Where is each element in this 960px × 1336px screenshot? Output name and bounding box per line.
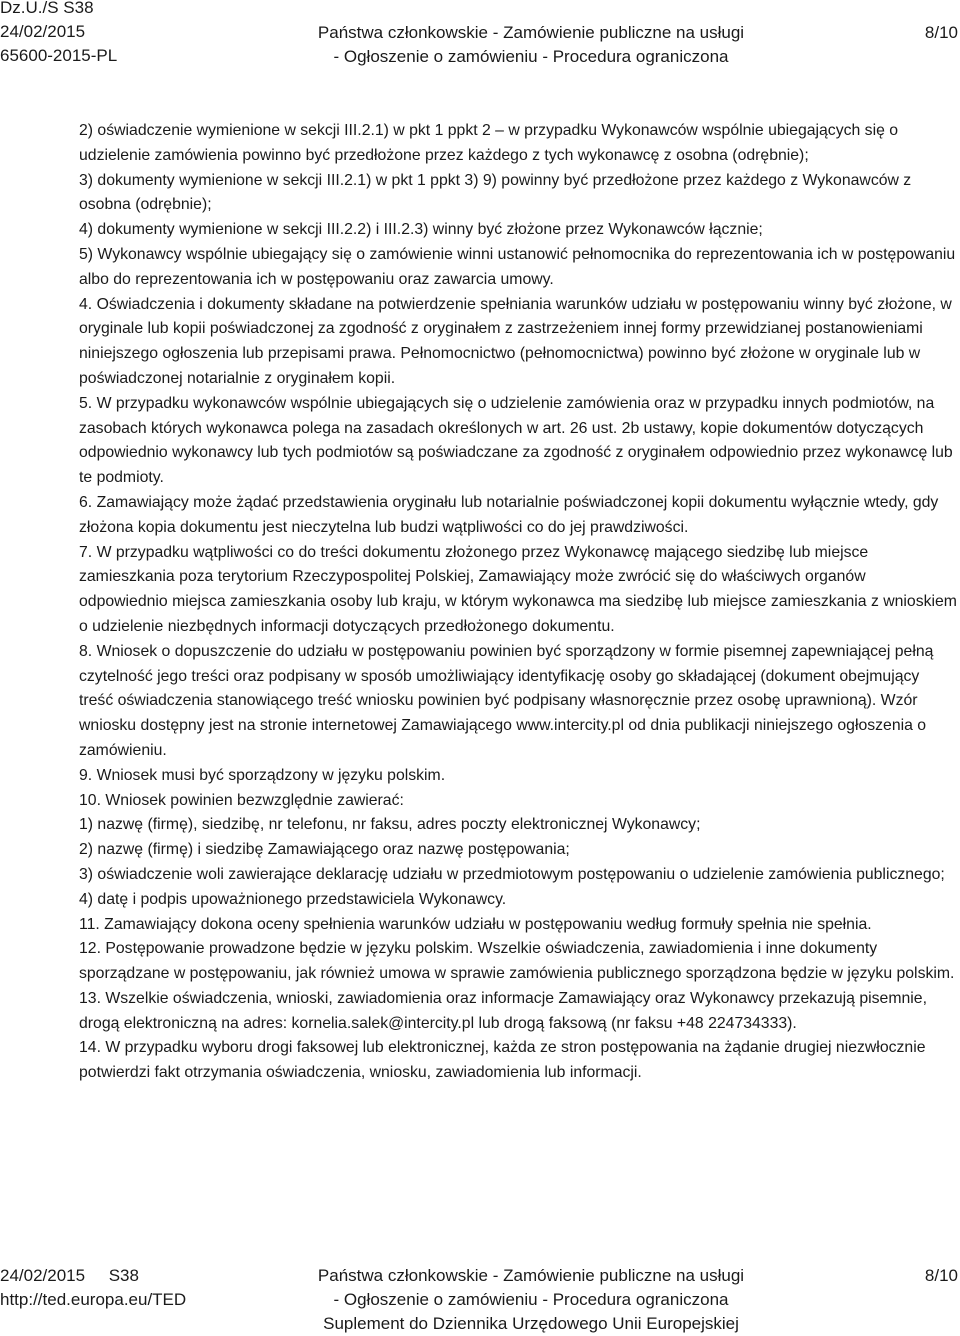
paragraph: 6. Zamawiający może żądać przedstawienia oryginału lub notarialnie poświadczonej kopii dokumentu wyłącznie wtedy, gdy złożona kopia dokumentu jest nieczytelna lub budzi wątpliwości co do jej prawdziwości. [79,493,939,536]
journal-ref: Dz.U./S S38 [0,0,94,17]
paragraph: 4) dokumenty wymienione w sekcji III.2.2) i III.2.3) winny być złożone przez Wykonawców łącznie; [79,221,763,239]
paragraph-8-tail: od dnia publikacji niniejszego ogłoszenia o zamówieniu. [79,717,927,759]
header-title: Państwa członkowskie - Zamówienie publiczne na usługi [317,23,745,42]
intercity-website-link[interactable]: www.intercity.pl [516,717,624,735]
paragraph: 7. W przypadku wątpliwości co do treści dokumentu złożonego przez Wykonawcę mającego siedzibę lub miejsce zamieszkania poza terytorium Rzeczypospolitej Polskiej, Zamawiający może zwrócić się do właściwych organów odpowiednio miejsca zamieszkania osoby lub kraju, w którym wykonawca ma siedzibę lub miejsce zamieszkania z wnioskiem o udzielenie niezbędnych informacji dotyczących przedłożonego dokumentu. [79,543,957,635]
footer-subtitle: - Ogłoszenie o zamówieniu - Procedura ograniczona [333,1290,729,1309]
paragraph: 4. Oświadczenia i dokumenty składane na potwierdzenie spełniania warunków udziału w postępowaniu winny być złożone, w oryginale lub kopii poświadczonej za zgodność z oryginałem z zastrzeżeniem innej formy przewidzianej postanowieniami niniejszego ogłoszenia lub przepisami prawa. Pełnomocnictwo (pełnomocnictwa) powinno być złożone w oryginale lub w poświadczonej notarialnie z oryginałem kopii. [79,295,952,387]
footer-url: http://ted.europa.eu/TED [0,1290,187,1309]
header-page-number: 8/10 [924,23,958,42]
header-center [0,21,960,69]
email-link[interactable]: kornelia.salek@intercity.pl [291,1014,475,1032]
footer-page-number: 8/10 [924,1266,958,1285]
paragraph: 2) oświadczenie wymienione w sekcji III.2.1) w pkt 1 ppkt 2 – w przypadku Wykonawców wspólnie ubiegających się o udzielenie zamówienia powinno być przedłożone przez każdego z tych wykonawcę z osobna (odrębnie); [79,122,899,164]
paragraph: 5) Wykonawcy wspólnie ubiegający się o zamówienie winni ustanowić pełnomocnika do reprezentowania ich w postępowaniu albo do reprezentowania ich w postępowaniu oraz zawarcia umowy. [79,245,956,288]
paragraph: 11. Zamawiający dokona oceny spełnienia warunków udziału w postępowaniu według formuły spełnia nie spełnia. [79,915,872,933]
paragraph: 12. Postępowanie prowadzone będzie w języku polskim. Wszelkie oświadczenia, zawiadomienia i inne dokumenty sporządzane w postępowaniu, jak również umowa w sprawie zamówienia publicznego sporządzona będzie w języku polskim. [79,940,955,983]
list-item: 4) datę i podpis upoważnionego przedstawiciela Wykonawcy. [79,890,507,908]
paragraph: 3) dokumenty wymienione w sekcji III.2.1) w pkt 1 ppkt 3) 9) powinny być przedłożone przez każdego z Wykonawców z osobna (odrębnie); [79,171,912,214]
paragraph-8 [79,640,957,764]
list-item: 1) nazwę (firmę), siedzibę, nr telefonu, nr faksu, adres poczty elektronicznej Wykonawcy; [79,816,701,834]
paragraph: 14. W przypadku wyboru drogi faksowej lub elektronicznej, każda ze stron postępowania na żądanie drugiej niezwłocznie potwierdzi fakt otrzymania oświadczenia, wniosku, zawiadomienia lub informacji. [79,1039,926,1082]
notice-number: 65600-2015-PL [0,46,118,65]
paragraph-13 [79,987,957,1037]
footer-date-series: 24/02/2015 S38 [0,1266,139,1285]
paragraph: 9. Wniosek musi być sporządzony w języku polskim. [79,766,446,784]
document-body [79,119,957,1086]
list-item: 2) nazwę (firmę) i siedzibę Zamawiającego oraz nazwę postępowania; [79,841,570,859]
footer-title: Państwa członkowskie - Zamówienie publiczne na usługi [317,1266,745,1285]
paragraph: 10. Wniosek powinien bezwzględnie zawierać: [79,791,404,809]
paragraph-8-text: 8. Wniosek o dopuszczenie do udziału w postępowaniu powinien być sporządzony w formie pisemnej zapewniającej pełną czytelność jego treści oraz podpisany w sposób umożliwiający identyfikację osoby go składającej (dokument obejmujący treść oświadczenia stanowiącego treść wniosku powinien być podpisany własnoręcznie przez osobę uprawnioną). Wzór wniosku dostępny jest na stronie internetowej Zamawiającego [79,642,934,735]
list-item: 3) oświadczenie woli zawierające deklarację udziału w przedmiotowym postępowaniu o udzielenie zamówienia publicznego; [79,865,945,883]
footer-center [0,1264,960,1336]
footer-supplement: Suplement do Dziennika Urzędowego Unii Europejskiej [323,1314,739,1333]
paragraph: 5. W przypadku wykonawców wspólnie ubiegających się o udzielenie zamówienia oraz w przypadku innych podmiotów, na zasobach których wykonawca polega na zasadach określonych w art. 26 ust. 2b ustawy, kopie dokumentów dotyczących odpowiednio wykonawcy lub tych podmiotów są poświadczane za zgodność z oryginałem odpowiednio przez wykonawcę lub te podmioty. [79,394,953,487]
paragraph-13-tail: lub drogą faksową (nr faksu +48 224734333). [474,1014,797,1032]
header-date: 24/02/2015 [0,22,86,41]
header-subtitle: - Ogłoszenie o zamówieniu - Procedura ograniczona [333,47,729,66]
paragraph-13-text: 13. Wszelkie oświadczenia, wnioski, zawiadomienia oraz informacje Zamawiający oraz Wykonawcy przekazują pisemnie, drogą elektroniczną na adres: [79,989,927,1032]
